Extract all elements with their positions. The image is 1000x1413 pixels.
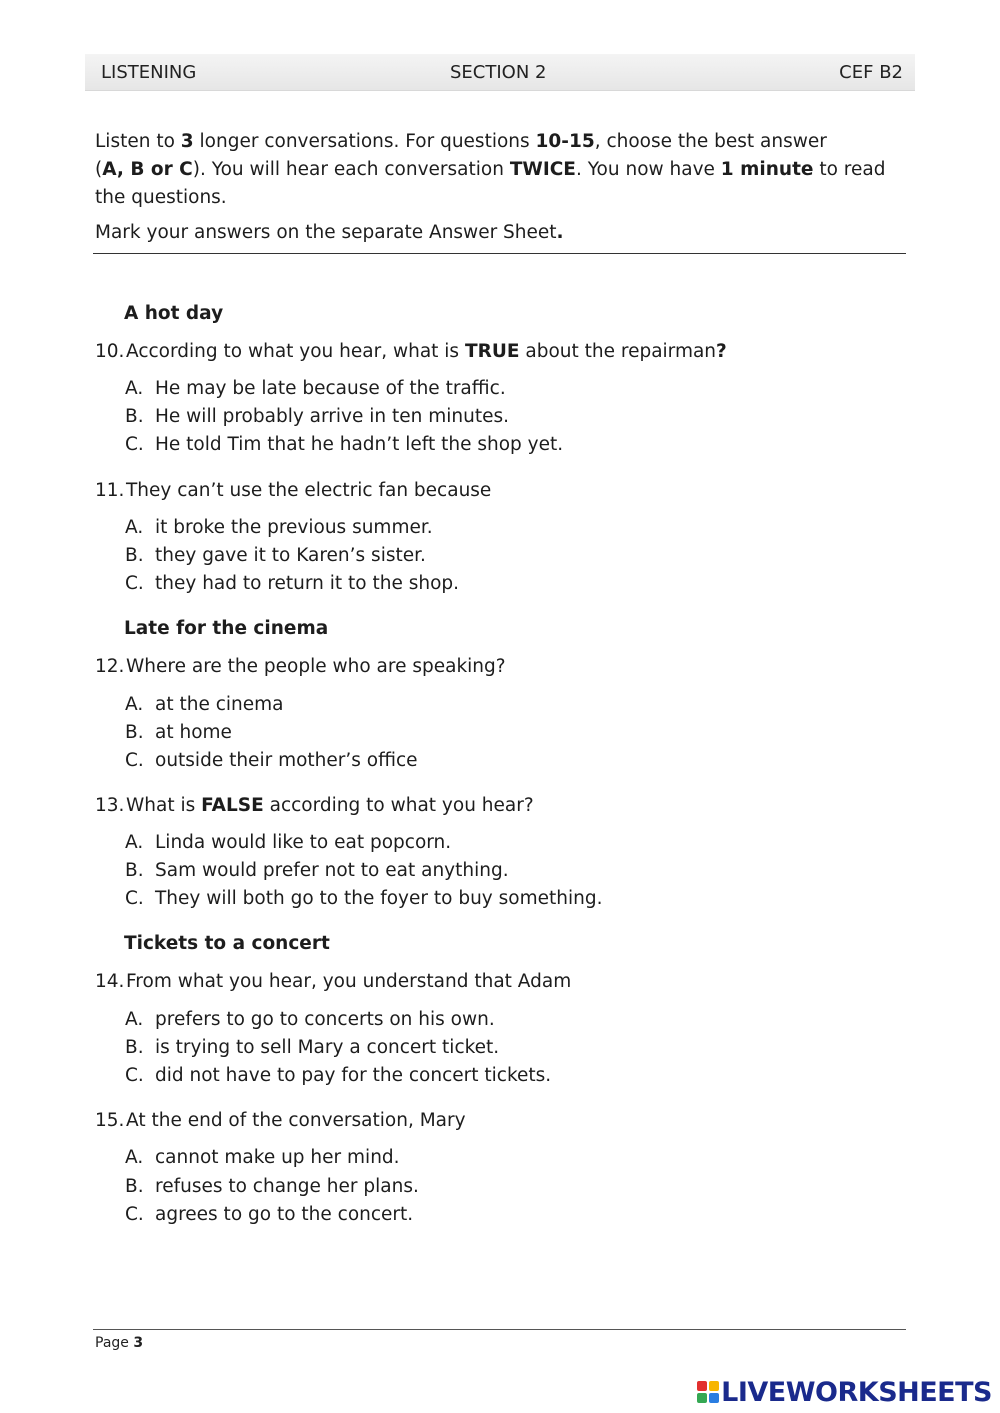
question-13 bbox=[95, 795, 534, 816]
question-11 bbox=[95, 480, 491, 501]
page-label: Page bbox=[95, 1335, 134, 1351]
text: about the repairman bbox=[519, 341, 717, 362]
bold-text: ? bbox=[716, 341, 727, 362]
bold-text: FALSE bbox=[201, 795, 264, 816]
answer-option[interactable] bbox=[125, 722, 232, 743]
option-text: They will both go to the foyer to buy something. bbox=[155, 888, 603, 909]
answer-option[interactable] bbox=[125, 573, 459, 594]
option-text: it broke the previous summer. bbox=[155, 517, 433, 538]
text: According to what you hear, what is bbox=[126, 341, 465, 362]
option-text: refuses to change her plans. bbox=[155, 1176, 419, 1197]
page-header bbox=[85, 54, 915, 91]
option-letter: C. bbox=[125, 1065, 144, 1086]
answer-option[interactable] bbox=[125, 517, 433, 538]
answer-option[interactable] bbox=[125, 406, 509, 427]
text: From what you hear, you understand that Adam bbox=[126, 971, 572, 992]
page-number: 3 bbox=[133, 1335, 144, 1351]
option-letter: B. bbox=[125, 1176, 144, 1197]
option-text: did not have to pay for the concert tickets. bbox=[155, 1065, 552, 1086]
text: to read bbox=[813, 159, 886, 180]
text: ( bbox=[95, 159, 103, 180]
answer-option[interactable] bbox=[125, 378, 506, 399]
answer-sheet-note-text: Mark your answers on the separate Answer Sheet bbox=[95, 222, 557, 243]
option-text: Linda would like to eat popcorn. bbox=[155, 832, 452, 853]
section-title: Late for the cinema bbox=[124, 618, 329, 639]
section-title: Tickets to a concert bbox=[124, 933, 330, 954]
answer-sheet-note-end: . bbox=[556, 222, 564, 243]
text: the questions. bbox=[95, 187, 227, 208]
answer-option[interactable] bbox=[125, 1204, 413, 1225]
option-letter: A. bbox=[125, 832, 144, 853]
answer-option[interactable] bbox=[125, 434, 563, 455]
text: They can’t use the electric fan because bbox=[126, 480, 492, 501]
section-title: A hot day bbox=[124, 303, 224, 324]
option-text: Sam would prefer not to eat anything. bbox=[155, 860, 509, 881]
liveworksheets-brand[interactable] bbox=[697, 1375, 992, 1409]
text: ). You will hear each conversation bbox=[192, 159, 510, 180]
option-text: they gave it to Karen’s sister. bbox=[155, 545, 426, 566]
option-text: agrees to go to the concert. bbox=[155, 1204, 414, 1225]
option-text: cannot make up her mind. bbox=[155, 1147, 400, 1168]
text: , choose the best answer bbox=[594, 131, 827, 152]
option-letter: C. bbox=[125, 1204, 144, 1225]
bold-text: 10-15 bbox=[535, 131, 595, 152]
header-left: LISTENING bbox=[101, 62, 197, 83]
question-15 bbox=[95, 1110, 466, 1131]
option-letter: C. bbox=[125, 888, 144, 909]
question-number: 12. bbox=[95, 656, 125, 677]
question-number: 15. bbox=[95, 1110, 125, 1131]
option-text: at the cinema bbox=[155, 694, 284, 715]
answer-option[interactable] bbox=[125, 1065, 551, 1086]
answer-option[interactable] bbox=[125, 888, 602, 909]
question-number: 14. bbox=[95, 971, 125, 992]
option-letter: C. bbox=[125, 573, 144, 594]
answer-option[interactable] bbox=[125, 545, 426, 566]
question-12 bbox=[95, 656, 506, 677]
option-text: He may be late because of the traffic. bbox=[155, 378, 506, 399]
option-letter: B. bbox=[125, 860, 144, 881]
liveworksheets-logo-icon bbox=[697, 1381, 719, 1403]
answer-option[interactable] bbox=[125, 832, 451, 853]
option-letter: B. bbox=[125, 1037, 144, 1058]
bold-text: 3 bbox=[180, 131, 194, 152]
option-text: outside their mother’s office bbox=[155, 750, 418, 771]
text: At the end of the conversation, Mary bbox=[126, 1110, 466, 1131]
text: Where are the people who are speaking? bbox=[126, 656, 506, 677]
answer-option[interactable] bbox=[125, 860, 509, 881]
option-letter: B. bbox=[125, 722, 144, 743]
text: . You now have bbox=[575, 159, 721, 180]
page-footer bbox=[95, 1335, 143, 1351]
option-letter: A. bbox=[125, 1009, 144, 1030]
answer-option[interactable] bbox=[125, 1176, 419, 1197]
text: according to what you hear? bbox=[263, 795, 534, 816]
option-letter: A. bbox=[125, 517, 144, 538]
bold-text: TWICE bbox=[509, 159, 576, 180]
bold-text: A, B or C bbox=[102, 159, 193, 180]
option-letter: A. bbox=[125, 378, 144, 399]
option-letter: A. bbox=[125, 694, 144, 715]
answer-sheet-note bbox=[95, 222, 564, 243]
option-text: they had to return it to the shop. bbox=[155, 573, 460, 594]
answer-option[interactable] bbox=[125, 1147, 400, 1168]
question-number: 13. bbox=[95, 795, 125, 816]
brand-text: LIVEWORKSHEETS bbox=[721, 1376, 992, 1408]
question-14 bbox=[95, 971, 571, 992]
instructions-paragraph bbox=[95, 128, 895, 212]
text: longer conversations. For questions bbox=[193, 131, 536, 152]
option-text: He will probably arrive in ten minutes. bbox=[155, 406, 509, 427]
text: What is bbox=[126, 795, 202, 816]
option-letter: B. bbox=[125, 545, 144, 566]
option-letter: C. bbox=[125, 750, 144, 771]
answer-option[interactable] bbox=[125, 1037, 499, 1058]
option-letter: B. bbox=[125, 406, 144, 427]
option-text: is trying to sell Mary a concert ticket. bbox=[155, 1037, 500, 1058]
question-number: 11. bbox=[95, 480, 125, 501]
answer-option[interactable] bbox=[125, 694, 284, 715]
header-right: CEF B2 bbox=[839, 62, 903, 83]
bold-text: 1 minute bbox=[720, 159, 814, 180]
option-text: prefers to go to concerts on his own. bbox=[155, 1009, 495, 1030]
question-number: 10. bbox=[95, 341, 125, 362]
instructions bbox=[95, 128, 895, 212]
option-letter: C. bbox=[125, 434, 144, 455]
option-letter: A. bbox=[125, 1147, 144, 1168]
text: Listen to bbox=[95, 131, 181, 152]
option-text: He told Tim that he hadn’t left the shop yet. bbox=[155, 434, 564, 455]
header-middle: SECTION 2 bbox=[450, 62, 547, 83]
answer-option[interactable] bbox=[125, 750, 418, 771]
divider bbox=[93, 253, 906, 254]
answer-option[interactable] bbox=[125, 1009, 495, 1030]
footer-divider bbox=[93, 1329, 906, 1330]
question-10 bbox=[95, 341, 727, 362]
option-text: at home bbox=[155, 722, 232, 743]
bold-text: TRUE bbox=[464, 341, 520, 362]
